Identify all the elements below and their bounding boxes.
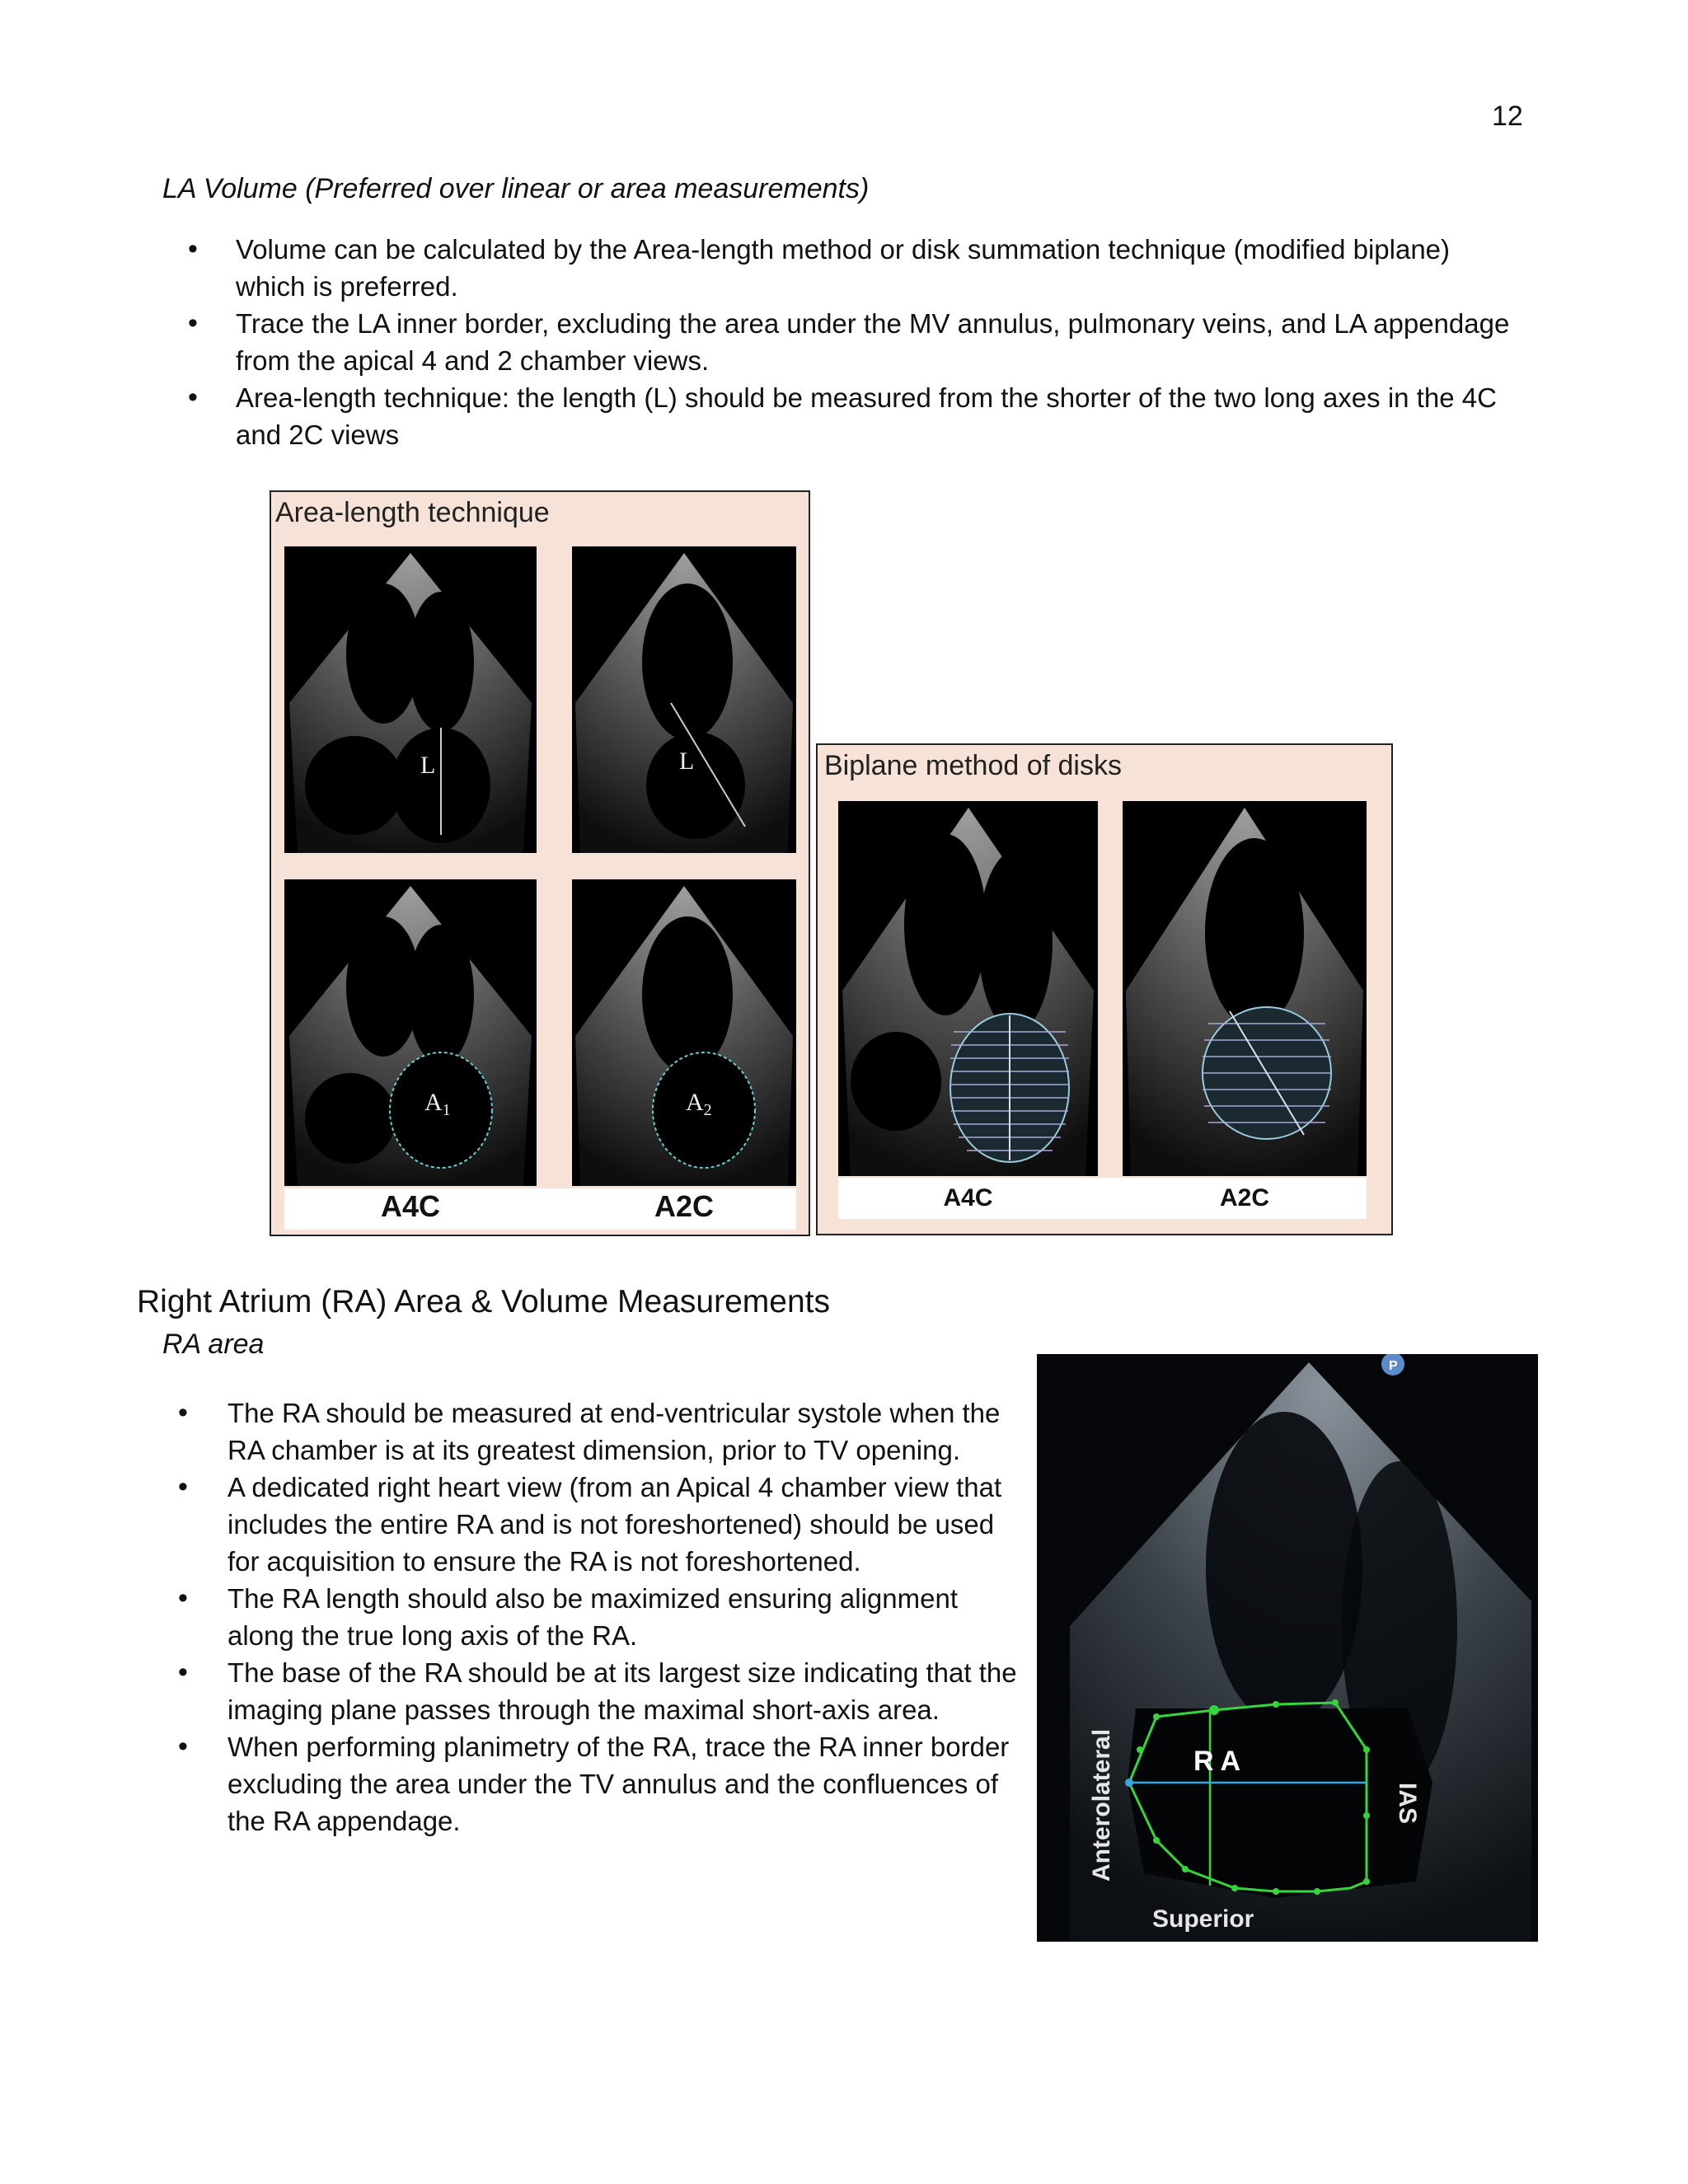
echo-a4c-area xyxy=(284,879,537,1186)
ra-label-ias: IAS xyxy=(1394,1783,1421,1825)
ra-echo-image xyxy=(1037,1354,1538,1942)
echo-a2c-length xyxy=(572,546,796,853)
list-item: • Trace the LA inner border, excluding the area under the MV annulus, pulmonary veins, and LA appendage from the apical 4 and 2 chamber views. xyxy=(163,305,1523,379)
echo-biplane-a2c xyxy=(1123,801,1367,1176)
la-volume-subheading: LA Volume (Preferred over linear or area measurements) xyxy=(162,173,870,204)
area-label-a2-sub: 2 xyxy=(703,1101,712,1119)
ra-label-anterolateral: Anterolateral xyxy=(1088,1728,1115,1882)
ra-label-superior: Superior xyxy=(1152,1905,1254,1933)
list-item: • When performing planimetry of the RA, trace the RA inner border excluding the area under the TV annulus and the confluences of the RA appendage. xyxy=(162,1728,1023,1840)
list-item: • Area-length technique: the length (L) should be measured from the shorter of the two long axes in the 4C and 2C views xyxy=(163,379,1523,453)
list-item: • A dedicated right heart view (from an Apical 4 chamber view that includes the entire RA and is not foreshortened) should be used for acquisition to ensure the RA is not foreshortened. xyxy=(162,1469,1023,1580)
list-item: • The RA should be measured at end-ventricular systole when the RA chamber is at its greatest dimension, prior to TV opening. xyxy=(162,1394,1023,1469)
length-marker-a4c: L xyxy=(420,752,436,779)
biplane-figure xyxy=(816,743,1393,1235)
page-number: 12 xyxy=(1492,101,1523,132)
echo-a2c-area xyxy=(572,879,796,1186)
biplane-label-a2c: A2C xyxy=(1219,1184,1269,1212)
echo-a4c-length xyxy=(284,546,537,853)
area-length-figure xyxy=(270,490,810,1236)
biplane-label-a4c: A4C xyxy=(943,1184,993,1212)
probe-badge-letter: P xyxy=(1389,1359,1398,1373)
area-label-a1-letter: A xyxy=(424,1089,443,1116)
ra-section-title: Right Atrium (RA) Area & Volume Measurements xyxy=(137,1284,830,1319)
echo-biplane-a4c xyxy=(838,801,1098,1176)
biplane-figure-title: Biplane method of disks xyxy=(824,750,1122,781)
list-item: • The RA length should also be maximized ensuring alignment along the true long axis of the RA. xyxy=(162,1580,1023,1654)
area-length-label-a4c: A4C xyxy=(380,1189,441,1223)
area-label-a2-letter: A xyxy=(686,1089,704,1116)
list-item: • Volume can be calculated by the Area-length method or disk summation technique (modified biplane) which is preferred. xyxy=(163,231,1523,305)
la-volume-bullet-list xyxy=(163,231,1523,453)
area-length-label-a2c: A2C xyxy=(654,1189,715,1223)
ra-chamber-label: RA xyxy=(1193,1746,1248,1777)
length-marker-a2c: L xyxy=(679,748,695,775)
ra-area-bullet-list xyxy=(162,1394,1023,1840)
list-item: • The base of the RA should be at its largest size indicating that the imaging plane passes through the maximal short-axis area. xyxy=(162,1654,1023,1728)
area-length-figure-title: Area-length technique xyxy=(275,497,550,528)
ra-area-subheading: RA area xyxy=(162,1329,265,1360)
area-label-a1-sub: 1 xyxy=(442,1101,451,1119)
